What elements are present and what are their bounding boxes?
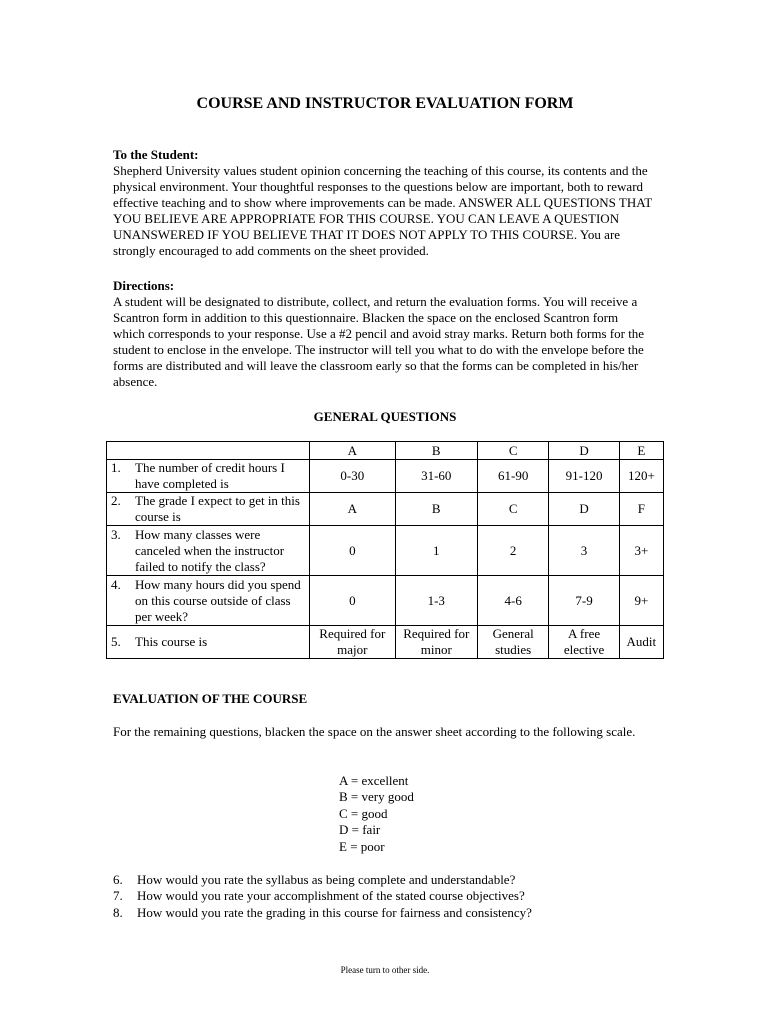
answer-cell: 1 [395,526,477,576]
evaluation-question-list [113,872,673,921]
question-text: How many classes were canceled when the instructor failed to notify the class? [135,526,285,574]
answer-cell: General studies [477,626,548,659]
to-student-section [113,147,653,259]
answer-cell: F [619,493,663,526]
column-header: B [395,442,477,460]
answer-cell: Required for minor [395,626,477,659]
table-row [107,526,664,576]
question-cell [107,626,310,659]
question-text: How would you rate the syllabus as being complete and understandable? [137,872,516,887]
answer-cell: 120+ [619,460,663,493]
question-text: The grade I expect to get in this course is [135,493,300,524]
question-text: This course is [135,634,208,649]
answer-cell: D [549,493,619,526]
answer-cell: 91-120 [549,460,619,493]
table-header-row [107,442,664,460]
answer-cell: 4-6 [477,576,548,626]
list-item [113,872,673,888]
column-header: C [477,442,548,460]
question-number: 8. [113,904,123,920]
answer-cell: A [310,493,395,526]
header-blank-cell [107,442,310,460]
scale-intro: For the remaining questions, blacken the space on the answer sheet according to the following scale. [113,724,636,739]
list-item [113,888,673,904]
question-number: 7. [113,888,123,904]
question-text: The number of credit hours I have completed is [135,460,285,491]
answer-cell: B [395,493,477,526]
scale-item: A = excellent [339,773,409,788]
answer-cell: 1-3 [395,576,477,626]
directions-body: A student will be designated to distribute, collect, and return the evaluation forms. You will receive a Scantron form in addition to this questionnaire. Blacken the space on the enclosed Scantron form which corresponds to your response. Use a #2 pencil and avoid stray marks. Return both forms for the student to enclose in the envelope. The instructor will tell you what to do with the envelope before the forms are distributed and will leave the classroom early so that the forms can be completed in his/her absence. [113,294,645,389]
scale-item: B = very good [339,789,414,805]
table-row [107,493,664,526]
question-number: 2. [111,493,121,508]
table-row [107,626,664,659]
question-cell [107,576,310,626]
scale-item: E = poor [339,838,385,854]
answer-cell: 61-90 [477,460,548,493]
answer-cell: 2 [477,526,548,576]
column-header: E [619,442,663,460]
question-number: 1. [111,460,121,475]
question-cell [107,526,310,576]
answer-cell: 3 [549,526,619,576]
answer-cell: Audit [619,626,663,659]
answer-cell: 0 [310,576,395,626]
table-row [107,460,664,493]
table-row [107,576,664,626]
answer-cell: 0 [310,526,395,576]
to-student-body: Shepherd University values student opinion concerning the teaching of this course, its contents and the physical environment. Your thoughtful responses to the questions below are important, both to reward effective teaching and to show where improvements can be made. ANSWER ALL QUESTIONS THAT YOU BELIEVE ARE APPROPRIATE FOR THIS COURSE. YOU CAN LEAVE A QUESTION UNANSWERED IF YOU BELIEVE THAT IT DOES NOT APPLY TO THIS COURSE. You are strongly encouraged to add comments on the sheet provided. [113,163,652,258]
question-number: 3. [111,526,121,542]
answer-cell: 7-9 [549,576,619,626]
directions-heading: Directions: [113,278,175,293]
column-header: A [310,442,395,460]
form-title: COURSE AND INSTRUCTOR EVALUATION FORM [196,95,574,112]
directions-section [113,278,653,390]
answer-cell: A free elective [549,626,619,659]
question-number: 5. [111,634,121,649]
answer-cell: 0-30 [310,460,395,493]
scale-item: C = good [339,805,388,821]
question-text: How would you rate your accomplishment of the stated course objectives? [137,888,525,904]
page-footer: Please turn to other side. [340,965,430,975]
answer-cell: 3+ [619,526,663,576]
general-questions-title: GENERAL QUESTIONS [313,409,457,424]
answer-cell: 9+ [619,576,663,626]
general-questions-table [106,441,664,659]
list-item [113,905,673,921]
column-header: D [549,442,619,460]
question-number: 4. [111,576,121,592]
answer-cell: 31-60 [395,460,477,493]
question-number: 6. [113,872,123,887]
rating-scale [339,773,414,855]
question-text: How many hours did you spend on this course outside of class per week? [135,576,301,624]
to-student-heading: To the Student: [113,147,199,162]
question-cell [107,460,310,493]
answer-cell: C [477,493,548,526]
answer-cell: Required for major [310,626,395,659]
scale-item: D = fair [339,822,381,838]
evaluation-title: EVALUATION OF THE COURSE [113,691,308,706]
question-text: How would you rate the grading in this course for fairness and consistency? [137,904,532,920]
question-cell [107,493,310,526]
